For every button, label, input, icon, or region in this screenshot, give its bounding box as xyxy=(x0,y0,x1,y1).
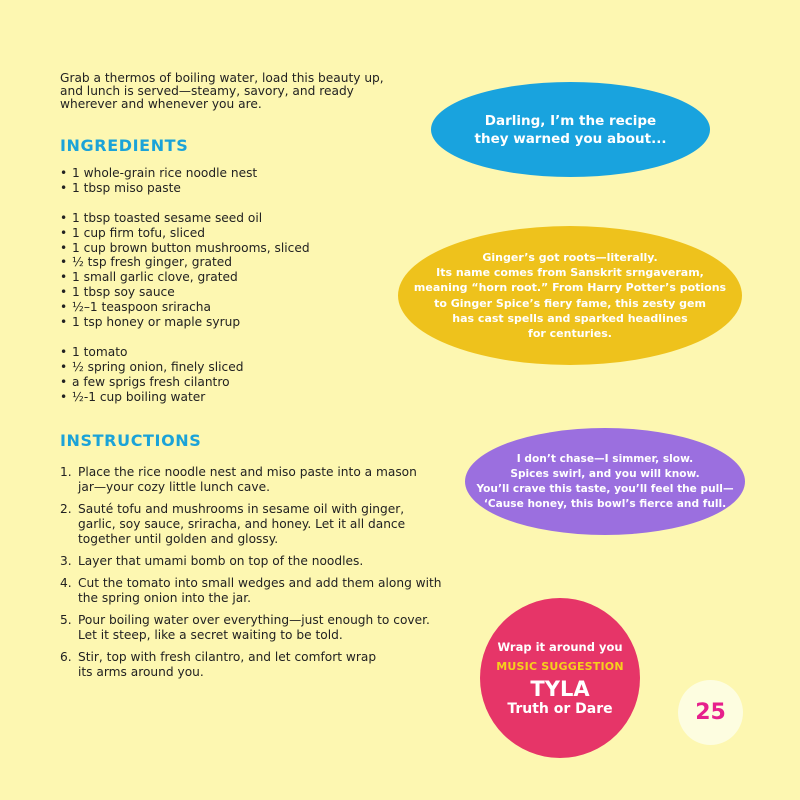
step-number: 3. xyxy=(60,554,72,568)
bubble-line: Its name comes from Sanskrit srngaveram, xyxy=(436,266,704,280)
bubble-line: has cast spells and sparked headlines xyxy=(452,311,688,325)
fact-bubble-yellow xyxy=(398,226,742,365)
bubble-line: to Ginger Spice’s fiery fame, this zesty gem xyxy=(434,296,706,310)
instruction-step xyxy=(60,554,450,569)
quote-bubble-blue xyxy=(431,82,710,177)
step-line: together until golden and glossy. xyxy=(78,532,279,546)
step-line: Sauté tofu and mushrooms in sesame oil with ginger, xyxy=(78,502,405,516)
bubble-line: Ginger’s got roots—literally. xyxy=(482,250,658,264)
bubble-line: You’ll crave this taste, you’ll feel the pull— xyxy=(476,482,734,495)
step-number: 2. xyxy=(60,502,72,516)
intro-line: wherever and whenever you are. xyxy=(60,97,262,111)
step-number: 1. xyxy=(60,465,72,479)
bubble-line: ‘Cause honey, this bowl’s fierce and full. xyxy=(483,497,727,510)
ingredient-item: • ½-1 cup boiling water xyxy=(60,390,420,405)
music-suggestion-badge xyxy=(480,598,640,758)
ingredient-item: • 1 small garlic clove, grated xyxy=(60,270,420,285)
ingredient-item: • 1 cup firm tofu, sliced xyxy=(60,226,420,241)
intro-text xyxy=(60,72,405,111)
step-line: garlic, soy sauce, sriracha, and honey. Let it all dance xyxy=(78,517,406,531)
bubble-line: they warned you about... xyxy=(474,130,667,147)
step-number: 6. xyxy=(60,650,72,664)
bubble-line: meaning “horn root.” From Harry Potter’s potions xyxy=(413,281,727,295)
step-line: Layer that umami bomb on top of the noodles. xyxy=(78,554,364,568)
step-line: Stir, top with fresh cilantro, and let comfort wrap xyxy=(78,650,377,664)
ingredient-item: • 1 tbsp miso paste xyxy=(60,181,420,196)
ingredient-item: • 1 tomato xyxy=(60,345,420,360)
step-line: jar—your cozy little lunch cave. xyxy=(78,480,270,494)
ingredient-item: • ½–1 teaspoon sriracha xyxy=(60,300,420,315)
ingredients-list xyxy=(60,166,420,404)
ingredient-item: • ½ tsp fresh ginger, grated xyxy=(60,255,420,270)
ingredient-item: • 1 cup brown button mushrooms, sliced xyxy=(60,241,420,256)
bubble-line: Darling, I’m the recipe xyxy=(484,112,657,129)
intro-line: Grab a thermos of boiling water, load this beauty up, xyxy=(60,71,384,85)
bubble-line: Spices swirl, and you will know. xyxy=(510,467,700,480)
music-artist: TYLA xyxy=(530,676,590,701)
music-song: Truth or Dare xyxy=(507,700,613,717)
instruction-step xyxy=(60,650,450,680)
instructions-list xyxy=(60,465,450,687)
music-label: MUSIC SUGGESTION xyxy=(496,659,624,673)
instruction-step xyxy=(60,576,450,606)
bubble-line: I don’t chase—I simmer, slow. xyxy=(516,452,694,465)
step-line: Let it steep, like a secret waiting to be told. xyxy=(78,628,343,642)
instructions-heading: INSTRUCTIONS xyxy=(60,431,202,450)
ingredient-item: • 1 tsp honey or maple syrup xyxy=(60,315,420,330)
intro-line: and lunch is served—steamy, savory, and ready xyxy=(60,84,354,98)
ingredient-item: • 1 tbsp soy sauce xyxy=(60,285,420,300)
ingredient-item: • ½ spring onion, finely sliced xyxy=(60,360,420,375)
ingredients-heading: INGREDIENTS xyxy=(60,136,189,155)
step-line: Place the rice noodle nest and miso paste into a mason xyxy=(78,465,417,479)
instruction-step xyxy=(60,465,450,495)
step-number: 5. xyxy=(60,613,72,627)
step-line: Pour boiling water over everything—just enough to cover. xyxy=(78,613,430,627)
step-line: its arms around you. xyxy=(78,665,204,679)
ingredient-item: • 1 whole-grain rice noodle nest xyxy=(60,166,420,181)
step-line: Cut the tomato into small wedges and add them along with xyxy=(78,576,442,590)
bubble-line: for centuries. xyxy=(528,326,612,340)
step-number: 4. xyxy=(60,576,72,590)
instruction-step xyxy=(60,613,450,643)
ingredient-item: • a few sprigs fresh cilantro xyxy=(60,375,420,390)
step-line: the spring onion into the jar. xyxy=(78,591,252,605)
poem-bubble-purple xyxy=(465,428,745,535)
page-number: 25 xyxy=(678,680,743,745)
music-tagline: Wrap it around you xyxy=(497,639,623,654)
instruction-step xyxy=(60,502,450,547)
ingredient-item: • 1 tbsp toasted sesame seed oil xyxy=(60,211,420,226)
